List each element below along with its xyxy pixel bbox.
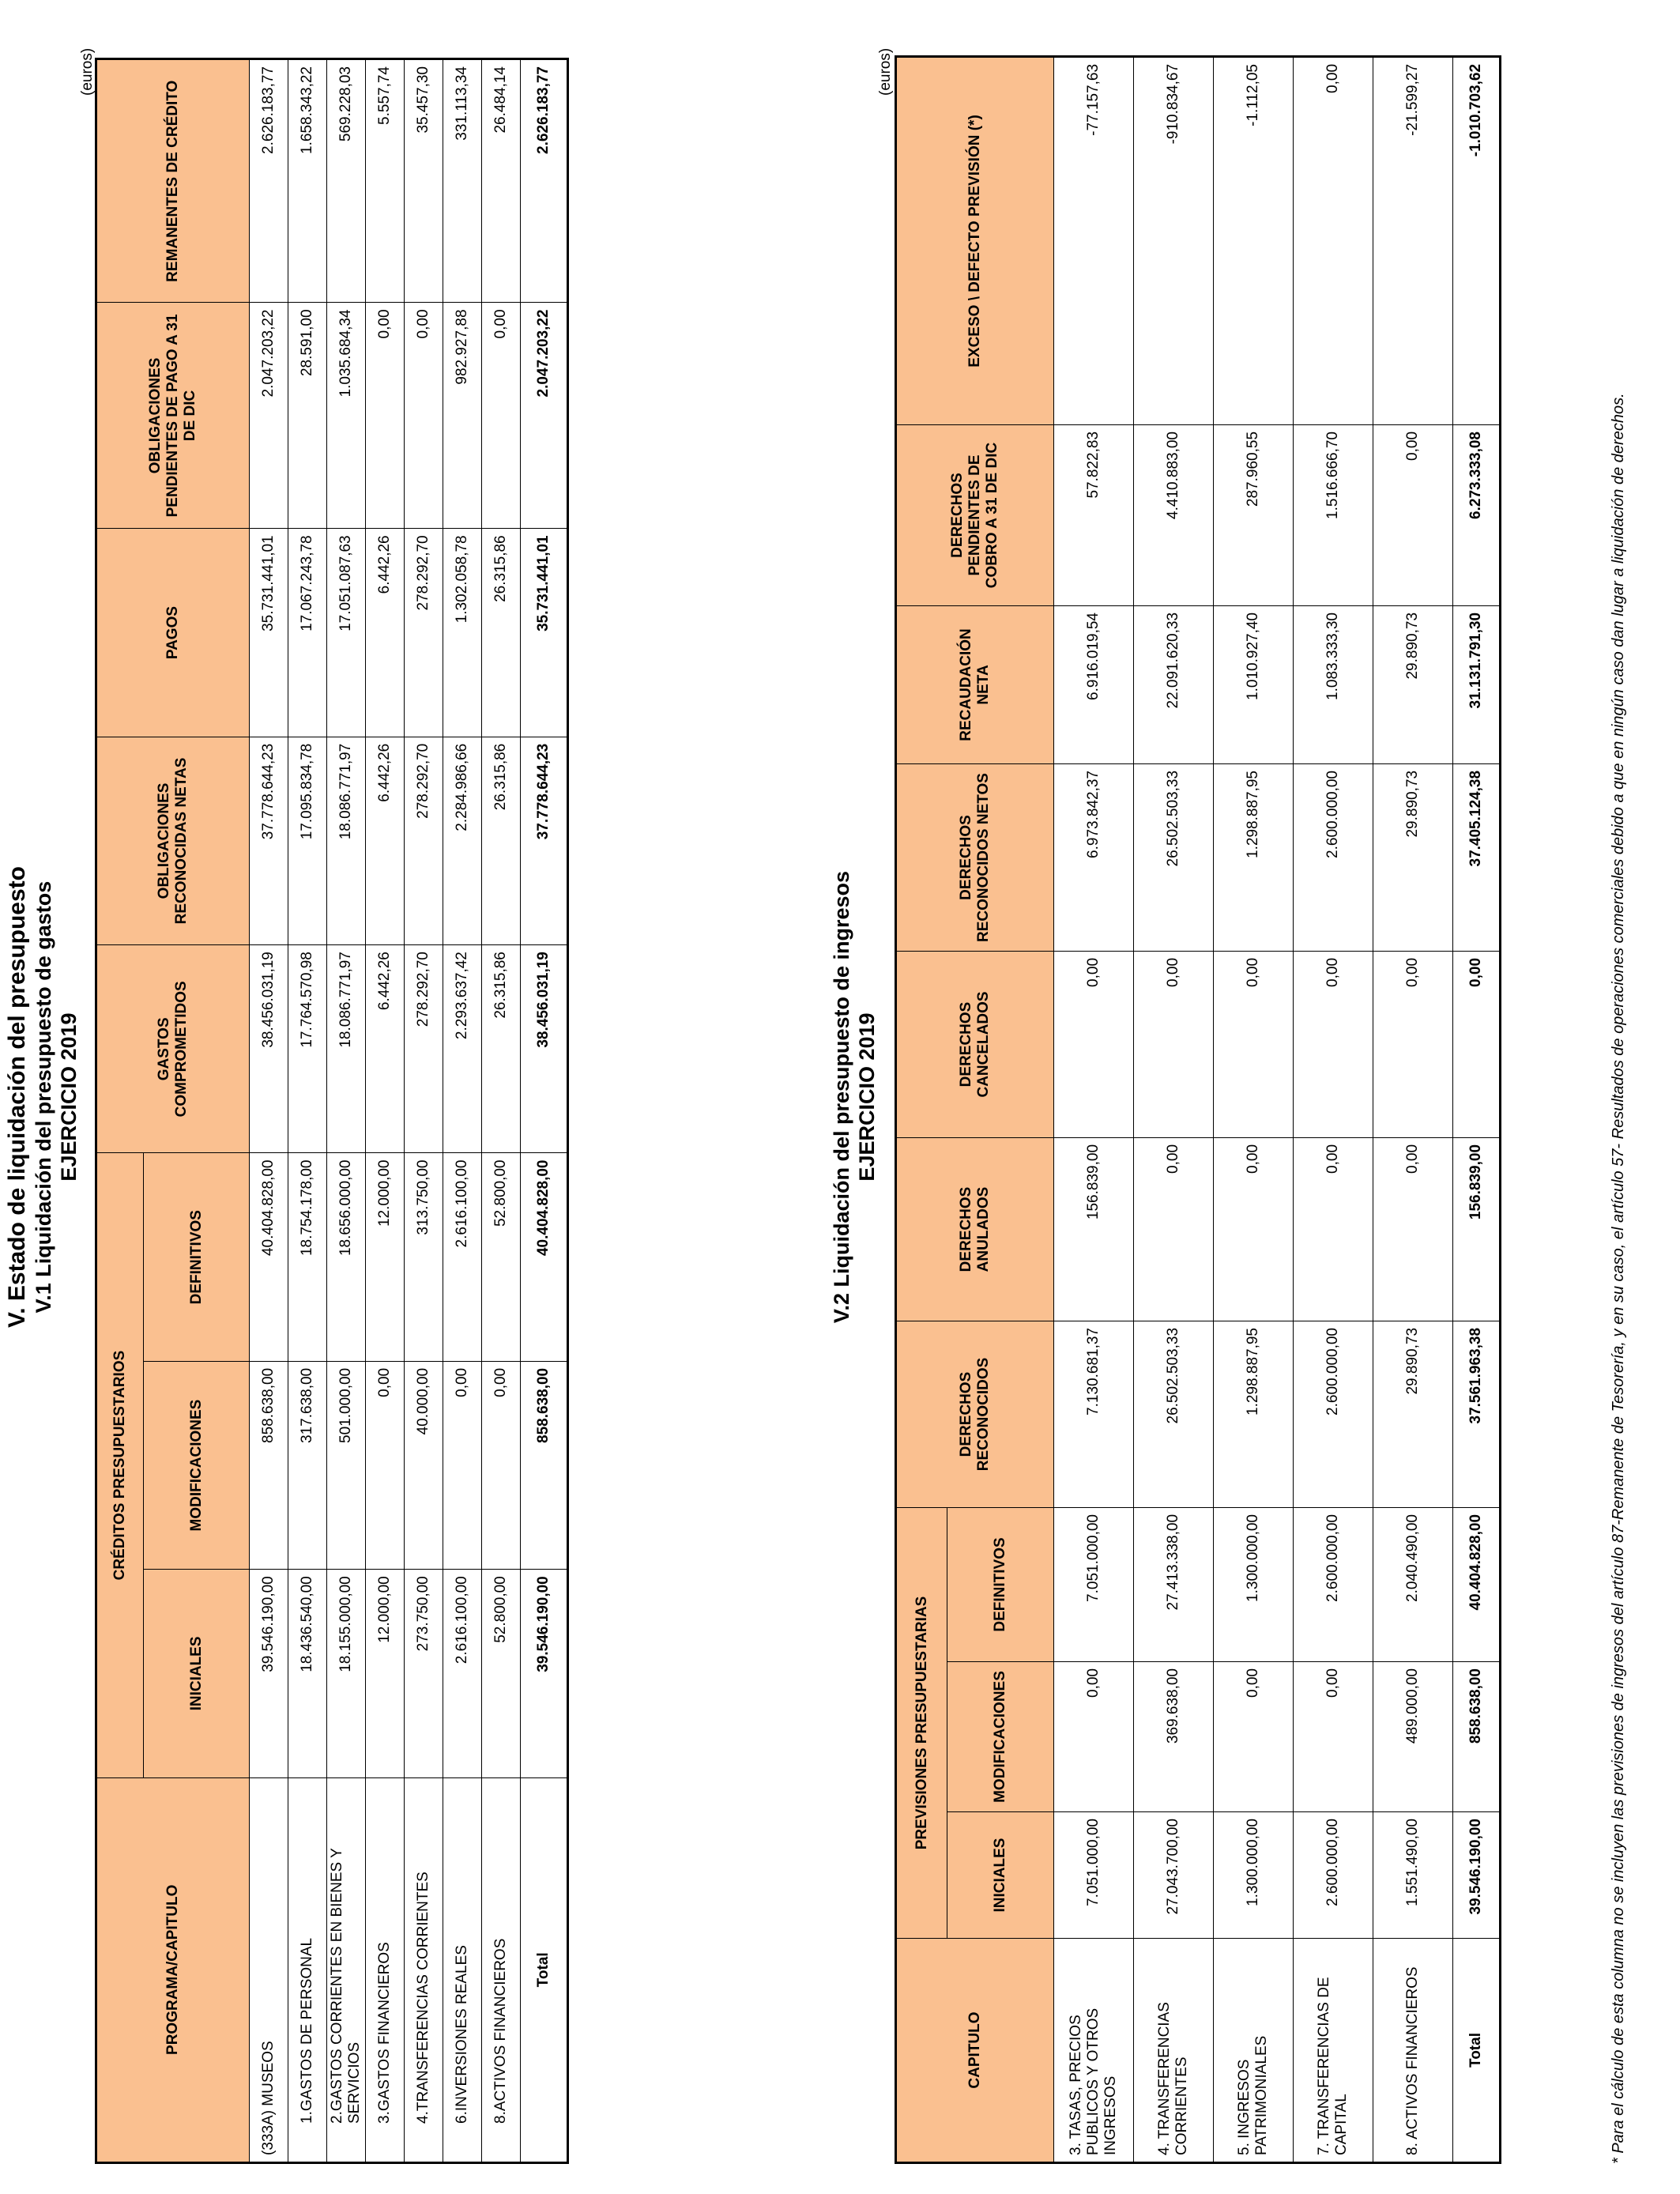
total-cell: 39.546.190,00 [521, 1570, 568, 1777]
table-cell: 4.410.883,00 [1134, 424, 1214, 605]
table-cell: 501.000,00 [327, 1361, 366, 1569]
ingresos-col-header: RECAUDACIÓN NETA [896, 605, 1054, 763]
table-cell: 26.315,86 [482, 945, 521, 1153]
table-cell: 1.300.000,00 [1214, 1812, 1294, 1939]
table-cell: 278.292,70 [405, 529, 443, 737]
row-label: 2.GASTOS CORRIENTES EN BIENES Y SERVICIOS [327, 1777, 366, 2162]
ingresos-subtitle: V.2 Liquidación del presupuesto de ingresos [830, 870, 853, 1324]
table-cell: 1.300.000,00 [1214, 1507, 1294, 1661]
table-cell: 2.600.000,00 [1294, 1507, 1373, 1661]
table-cell: 29.890,73 [1373, 763, 1453, 951]
table-cell: 18.436.540,00 [288, 1570, 327, 1777]
table-cell: 0,00 [443, 1361, 482, 1569]
gastos-col-header: INICIALES [144, 1570, 250, 1777]
table-cell: 0,00 [482, 303, 521, 529]
table-cell: 18.086.771,97 [327, 737, 366, 944]
row-label: (333A) MUSEOS [250, 1777, 288, 2162]
total-cell: 38.456.031,19 [521, 945, 568, 1153]
table-cell: 12.000,00 [366, 1570, 405, 1777]
table-cell: 29.890,73 [1373, 605, 1453, 763]
gastos-col-header: PAGOS [96, 529, 250, 737]
table-cell: 0,00 [482, 1361, 521, 1569]
table-cell: 1.302.058,78 [443, 529, 482, 737]
table-cell: 569.228,03 [327, 59, 366, 303]
table-row [1294, 56, 1373, 2162]
row-label: 1.GASTOS DE PERSONAL [288, 1777, 327, 2162]
table-cell: 273.750,00 [405, 1570, 443, 1777]
gastos-col-header: GASTOS COMPROMETIDOS [96, 945, 250, 1153]
table-row [1054, 56, 1134, 2162]
table-cell: 2.616.100,00 [443, 1153, 482, 1361]
total-cell: 156.839,00 [1453, 1137, 1501, 1321]
table-cell: -1.112,05 [1214, 56, 1294, 424]
table-cell: 287.960,55 [1214, 424, 1294, 605]
table-cell: 2.600.000,00 [1294, 1321, 1373, 1507]
table-cell: 2.626.183,77 [250, 59, 288, 303]
table-row [288, 59, 327, 2163]
table-cell: 1.083.333,30 [1294, 605, 1373, 763]
table-cell: 39.546.190,00 [250, 1570, 288, 1777]
table-cell: -21.599,27 [1373, 56, 1453, 424]
table-cell: 489.000,00 [1373, 1662, 1453, 1812]
table-cell: 17.095.834,78 [288, 737, 327, 944]
gastos-col-header: DEFINITIVOS [144, 1153, 250, 1361]
table-cell: 18.086.771,97 [327, 945, 366, 1153]
gastos-table [95, 58, 569, 2164]
table-cell: 37.778.644,23 [250, 737, 288, 944]
ingresos-col-header: DERECHOS RECONOCIDOS NETOS [896, 763, 1054, 951]
table-cell: 38.456.031,19 [250, 945, 288, 1153]
total-cell: 31.131.791,30 [1453, 605, 1501, 763]
table-cell: 26.315,86 [482, 529, 521, 737]
table-cell: 0,00 [1054, 951, 1134, 1137]
ingresos-col-header: DERECHOS CANCELADOS [896, 951, 1054, 1137]
table-cell: 57.822,83 [1054, 424, 1134, 605]
table-cell: 18.656.000,00 [327, 1153, 366, 1361]
table-cell: 7.051.000,00 [1054, 1812, 1134, 1939]
row-label: 8.ACTIVOS FINANCIEROS [482, 1777, 521, 2162]
total-label: Total [1453, 1939, 1501, 2163]
table-row [250, 59, 288, 2163]
gastos-group-header: CRÉDITOS PRESUPUESTARIOS [96, 1153, 144, 1777]
row-label: 3.GASTOS FINANCIEROS [366, 1777, 405, 2162]
table-cell: 0,00 [1294, 1137, 1373, 1321]
table-cell: 0,00 [366, 303, 405, 529]
table-cell: 1.035.684,34 [327, 303, 366, 529]
total-cell: 39.546.190,00 [1453, 1812, 1501, 1939]
table-cell: 26.502.503,33 [1134, 1321, 1214, 1507]
ingresos-col-header: DEFINITIVOS [947, 1507, 1054, 1661]
table-cell: 6.442,26 [366, 945, 405, 1153]
table-cell: 17.051.087,63 [327, 529, 366, 737]
table-row [482, 59, 521, 2163]
table-cell: -910.834,67 [1134, 56, 1214, 424]
table-cell: 29.890,73 [1373, 1321, 1453, 1507]
ingresos-col-header: DERECHOS PENDIENTES DE COBRO A 31 DE DIC [896, 424, 1054, 605]
total-cell: 0,00 [1453, 951, 1501, 1137]
total-row [521, 59, 568, 2163]
table-cell: 7.130.681,37 [1054, 1321, 1134, 1507]
table-cell: 52.800,00 [482, 1153, 521, 1361]
table-cell: 0,00 [1294, 1662, 1373, 1812]
table-cell: 2.293.637,42 [443, 945, 482, 1153]
table-cell: 2.284.986,66 [443, 737, 482, 944]
table-cell: 278.292,70 [405, 737, 443, 944]
total-cell: 2.047.203,22 [521, 303, 568, 529]
table-cell: 18.155.000,00 [327, 1570, 366, 1777]
table-cell: 6.442,26 [366, 529, 405, 737]
table-row [1134, 56, 1214, 2162]
table-cell: 2.616.100,00 [443, 1570, 482, 1777]
table-cell: 858.638,00 [250, 1361, 288, 1569]
gastos-col-header: REMANENTES DE CRÉDITO [96, 59, 250, 303]
table-cell: 6.442,26 [366, 737, 405, 944]
table-cell: 0,00 [1214, 951, 1294, 1137]
table-cell: 6.973.842,37 [1054, 763, 1134, 951]
table-row [443, 59, 482, 2163]
table-cell: 0,00 [1214, 1662, 1294, 1812]
gastos-col-header: OBLIGACIONES PENDIENTES DE PAGO A 31 DE DIC [96, 303, 250, 529]
table-cell: 0,00 [1294, 951, 1373, 1137]
gastos-unit: (euros) [79, 47, 96, 96]
total-cell: 40.404.828,00 [521, 1153, 568, 1361]
table-row [327, 59, 366, 2163]
ingresos-table [895, 55, 1501, 2164]
table-cell: 1.298.887,95 [1214, 763, 1294, 951]
total-cell: 37.561.963,38 [1453, 1321, 1501, 1507]
table-row [1214, 56, 1294, 2162]
total-row [1453, 56, 1501, 2162]
table-cell: -77.157,63 [1054, 56, 1134, 424]
table-cell: 156.839,00 [1054, 1137, 1134, 1321]
row-label: 6.INVERSIONES REALES [443, 1777, 482, 2162]
total-cell: 2.626.183,77 [521, 59, 568, 303]
gastos-subtitle: V.1 Liquidación del presupuesto de gastos [32, 880, 55, 1314]
total-cell: 37.405.124,38 [1453, 763, 1501, 951]
table-cell: 12.000,00 [366, 1153, 405, 1361]
gastos-year: EJERCICIO 2019 [57, 1012, 81, 1182]
row-label: 7. TRANSFERENCIAS DE CAPITAL [1294, 1939, 1373, 2163]
table-cell: 18.754.178,00 [288, 1153, 327, 1361]
table-cell: 35.731.441,01 [250, 529, 288, 737]
footnote: * Para el cálculo de esta columna no se incluyen las previsiones de ingresos del artículo 87-Remanente de Tesorería, y en su caso, el artículo 57- Resultados de operaciones comerciales debido a que en ningún caso dan lugar a liquidación de derechos. [1610, 393, 1627, 2164]
ingresos-col-header: DERECHOS RECONOCIDOS [896, 1321, 1054, 1507]
ingresos-year: EJERCICIO 2019 [855, 1012, 879, 1182]
ingresos-col-header: EXCESO \ DEFECTO PREVISIÓN (*) [896, 56, 1054, 424]
ingresos-col-header: CAPITULO [896, 1939, 1054, 2163]
table-cell: 1.516.666,70 [1294, 424, 1373, 605]
ingresos-group-header: PREVISIONES PRESUPUESTARIAS [896, 1507, 947, 1938]
table-cell: 2.600.000,00 [1294, 763, 1373, 951]
table-cell: 26.484,14 [482, 59, 521, 303]
table-cell: 313.750,00 [405, 1153, 443, 1361]
total-cell: 40.404.828,00 [1453, 1507, 1501, 1661]
total-cell: 35.731.441,01 [521, 529, 568, 737]
table-cell: 40.000,00 [405, 1361, 443, 1569]
table-cell: 27.043.700,00 [1134, 1812, 1214, 1939]
table-cell: 17.764.570,98 [288, 945, 327, 1153]
table-cell: 331.113,34 [443, 59, 482, 303]
table-cell: 0,00 [1214, 1137, 1294, 1321]
row-label: 8. ACTIVOS FINANCIEROS [1373, 1939, 1453, 2163]
document-title: V. Estado de liquidación del presupuesto [4, 866, 30, 1329]
table-cell: 0,00 [1373, 424, 1453, 605]
row-label: 4.TRANSFERENCIAS CORRIENTES [405, 1777, 443, 2162]
ingresos-col-header: DERECHOS ANULADOS [896, 1137, 1054, 1321]
table-cell: 0,00 [1373, 1137, 1453, 1321]
total-cell: -1.010.703,62 [1453, 56, 1501, 424]
table-cell: 35.457,30 [405, 59, 443, 303]
gastos-col-header: MODIFICACIONES [144, 1361, 250, 1569]
table-cell: 2.600.000,00 [1294, 1812, 1373, 1939]
total-cell: 858.638,00 [521, 1361, 568, 1569]
table-cell: 5.557,74 [366, 59, 405, 303]
ingresos-unit: (euros) [877, 47, 894, 96]
total-cell: 858.638,00 [1453, 1662, 1501, 1812]
table-cell: 317.638,00 [288, 1361, 327, 1569]
total-label: Total [521, 1777, 568, 2162]
table-cell: 278.292,70 [405, 945, 443, 1153]
table-cell: 17.067.243,78 [288, 529, 327, 737]
total-cell: 37.778.644,23 [521, 737, 568, 944]
table-cell: 0,00 [1373, 951, 1453, 1137]
table-cell: 0,00 [405, 303, 443, 529]
table-cell: 0,00 [1294, 56, 1373, 424]
gastos-col-header: PROGRAMA/CAPITULO [96, 1777, 250, 2162]
table-cell: 7.051.000,00 [1054, 1507, 1134, 1661]
table-cell: 26.502.503,33 [1134, 763, 1214, 951]
row-label: 4. TRANSFERENCIAS CORRIENTES [1134, 1939, 1214, 2163]
table-row [1373, 56, 1453, 2162]
table-cell: 0,00 [1134, 1137, 1214, 1321]
table-cell: 1.551.490,00 [1373, 1812, 1453, 1939]
ingresos-col-header: MODIFICACIONES [947, 1662, 1054, 1812]
table-cell: 26.315,86 [482, 737, 521, 944]
table-cell: 6.916.019,54 [1054, 605, 1134, 763]
table-cell: 2.040.490,00 [1373, 1507, 1453, 1661]
total-cell: 6.273.333,08 [1453, 424, 1501, 605]
table-cell: 40.404.828,00 [250, 1153, 288, 1361]
table-cell: 982.927,88 [443, 303, 482, 529]
table-row [366, 59, 405, 2163]
ingresos-col-header: INICIALES [947, 1812, 1054, 1939]
table-cell: 369.638,00 [1134, 1662, 1214, 1812]
table-cell: 52.800,00 [482, 1570, 521, 1777]
table-cell: 0,00 [366, 1361, 405, 1569]
row-label: 5. INGRESOS PATRIMONIALES [1214, 1939, 1294, 2163]
table-cell: 0,00 [1134, 951, 1214, 1137]
table-cell: 1.658.343,22 [288, 59, 327, 303]
table-cell: 0,00 [1054, 1662, 1134, 1812]
row-label: 3. TASAS, PRECIOS PUBLICOS Y OTROS INGRESOS [1054, 1939, 1134, 2163]
table-cell: 2.047.203,22 [250, 303, 288, 529]
table-cell: 1.298.887,95 [1214, 1321, 1294, 1507]
table-cell: 22.091.620,33 [1134, 605, 1214, 763]
table-cell: 27.413.338,00 [1134, 1507, 1214, 1661]
table-row [405, 59, 443, 2163]
table-cell: 28.591,00 [288, 303, 327, 529]
gastos-col-header: OBLIGACIONES RECONOCIDAS NETAS [96, 737, 250, 944]
table-cell: 1.010.927,40 [1214, 605, 1294, 763]
